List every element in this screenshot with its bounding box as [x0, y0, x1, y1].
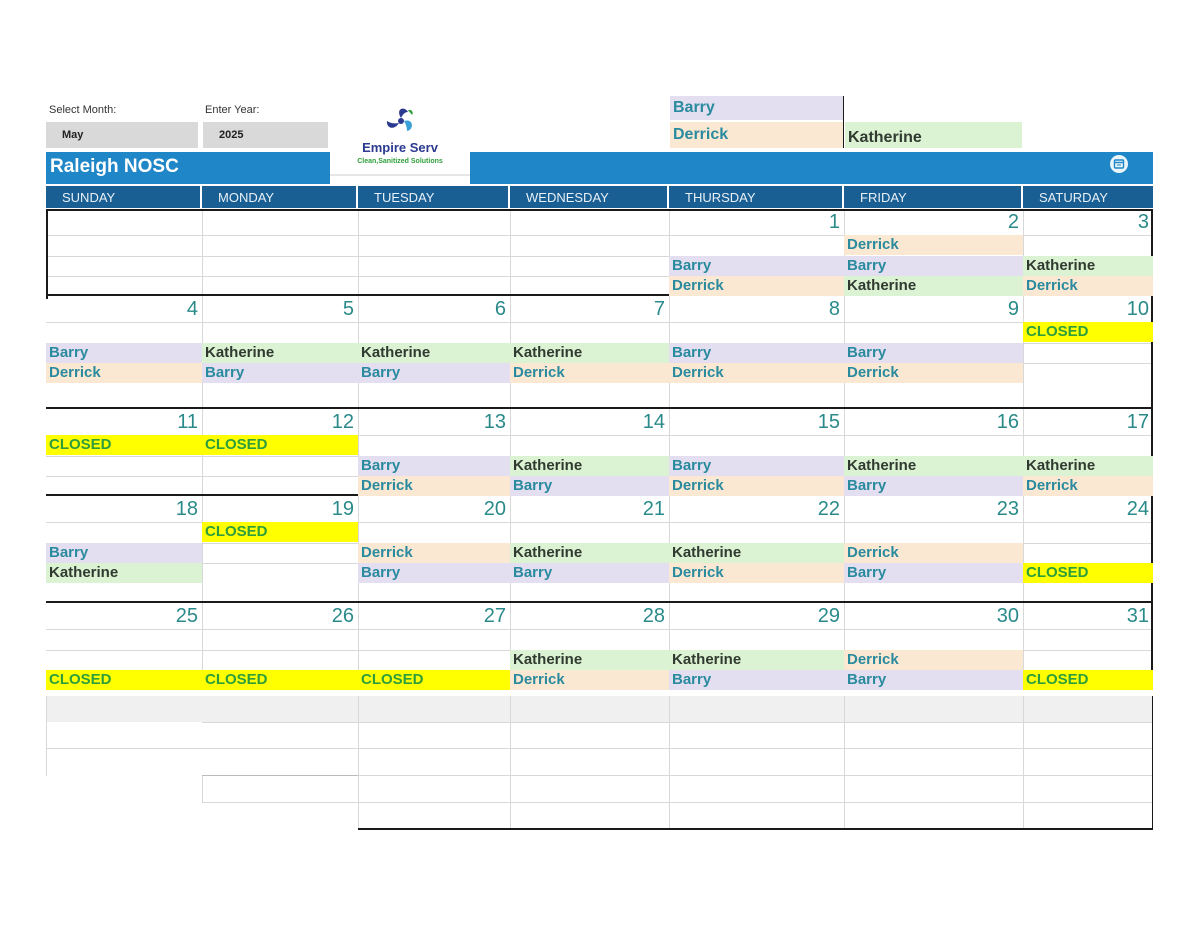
assignee-katherine: Katherine	[1023, 456, 1153, 476]
day-number: 6	[494, 298, 506, 320]
pinwheel-logo-icon	[381, 104, 421, 138]
assignee-barry: Barry	[358, 363, 510, 383]
grid-divider	[358, 696, 359, 829]
blank-band	[46, 696, 1153, 722]
day-number: 19	[331, 498, 354, 520]
day-number: 9	[1007, 298, 1019, 320]
grid-line	[202, 748, 1153, 749]
header-monday: MONDAY	[202, 186, 358, 208]
grid-border	[1152, 696, 1153, 830]
day-number: 30	[996, 605, 1019, 627]
assignee-derrick: Derrick	[358, 476, 510, 496]
assignee-katherine: Katherine	[844, 276, 1023, 296]
day-number: 16	[996, 411, 1019, 433]
grid-line	[202, 722, 1153, 723]
header-friday: FRIDAY	[844, 186, 1023, 208]
assignee-katherine: Katherine	[669, 543, 844, 563]
assignee-barry: Barry	[669, 343, 844, 363]
assignee-katherine: Katherine	[202, 343, 358, 363]
legend-katherine: Katherine	[845, 122, 1022, 148]
assignee-barry: Barry	[844, 256, 1023, 276]
assignee-barry: Barry	[844, 343, 1023, 363]
assignee-barry: Barry	[46, 543, 202, 563]
assignee-barry: Barry	[510, 476, 669, 496]
legend-barry: Barry	[670, 96, 843, 120]
assignee-katherine: Katherine	[669, 650, 844, 670]
day-number: 25	[175, 605, 198, 627]
day-number: 11	[177, 411, 198, 433]
grid-border	[202, 775, 358, 776]
calendar-title: Raleigh NOSC	[50, 156, 179, 177]
assignee-derrick: Derrick	[669, 476, 844, 496]
assignee-derrick: Derrick	[844, 235, 1023, 255]
grid-border	[358, 828, 1153, 830]
assignee-barry: Barry	[358, 456, 510, 476]
day-number: 10	[1126, 298, 1149, 320]
assignee-derrick: Derrick	[358, 543, 510, 563]
assignee-barry: Barry	[844, 563, 1023, 583]
assignee-derrick: Derrick	[510, 363, 669, 383]
closed-badge: CLOSED	[202, 670, 358, 690]
title-bar-right	[470, 152, 1153, 184]
day-number: 2	[1007, 211, 1019, 233]
grid-divider	[510, 696, 511, 829]
closed-badge: CLOSED	[1023, 322, 1153, 342]
day-number: 26	[331, 605, 354, 627]
header-tuesday: TUESDAY	[358, 186, 510, 208]
assignee-barry: Barry	[202, 363, 358, 383]
grid-divider	[202, 775, 203, 803]
closed-badge: CLOSED	[46, 670, 202, 690]
assignee-katherine: Katherine	[46, 563, 202, 583]
day-number: 14	[642, 411, 665, 433]
day-number: 12	[331, 411, 354, 433]
header-saturday: SATURDAY	[1023, 186, 1153, 208]
day-number: 15	[817, 411, 840, 433]
closed-badge: CLOSED	[358, 670, 510, 690]
assignee-barry: Barry	[844, 476, 1023, 496]
day-number: 28	[642, 605, 665, 627]
day-number: 5	[342, 298, 354, 320]
grid-line	[202, 802, 1153, 803]
day-number: 18	[175, 498, 198, 520]
month-label: Select Month:	[49, 104, 117, 116]
assignee-derrick: Derrick	[844, 543, 1023, 563]
grid-divider	[1023, 696, 1024, 829]
header-thursday: THURSDAY	[669, 186, 844, 208]
assignee-derrick: Derrick	[510, 670, 669, 690]
assignee-derrick: Derrick	[1023, 276, 1153, 296]
assignee-katherine: Katherine	[510, 456, 669, 476]
assignee-katherine: Katherine	[510, 343, 669, 363]
closed-badge: CLOSED	[202, 435, 358, 455]
day-number: 17	[1126, 411, 1149, 433]
grid-divider	[669, 696, 670, 829]
day-number: 24	[1126, 498, 1149, 520]
day-number: 4	[186, 298, 198, 320]
legend-divider	[843, 96, 844, 148]
assignee-derrick: Derrick	[1023, 476, 1153, 496]
year-label: Enter Year:	[205, 104, 260, 116]
grid-divider	[844, 696, 845, 829]
grid-divider	[46, 696, 47, 776]
closed-badge: CLOSED	[1023, 563, 1153, 583]
month-select[interactable]: May	[46, 122, 198, 148]
closed-badge: CLOSED	[202, 522, 358, 542]
grid-line	[46, 748, 202, 749]
assignee-katherine: Katherine	[844, 456, 1023, 476]
assignee-barry: Barry	[358, 563, 510, 583]
header-wednesday: WEDNESDAY	[510, 186, 669, 208]
day-number: 7	[653, 298, 665, 320]
assignee-derrick: Derrick	[46, 363, 202, 383]
legend-derrick: Derrick	[670, 122, 843, 148]
logo-tagline: Clean,Sanitized Solutions	[357, 158, 443, 165]
assignee-barry: Barry	[510, 563, 669, 583]
calendar-icon[interactable]	[1110, 155, 1128, 173]
day-number: 22	[817, 498, 840, 520]
assignee-derrick: Derrick	[669, 276, 844, 296]
assignee-derrick: Derrick	[844, 650, 1023, 670]
assignee-katherine: Katherine	[510, 543, 669, 563]
assignee-katherine: Katherine	[358, 343, 510, 363]
assignee-barry: Barry	[669, 256, 844, 276]
assignee-barry: Barry	[669, 456, 844, 476]
day-number: 27	[483, 605, 506, 627]
day-number: 3	[1137, 211, 1149, 233]
company-logo	[330, 98, 470, 176]
day-number: 8	[828, 298, 840, 320]
day-number: 20	[483, 498, 506, 520]
day-number: 13	[483, 411, 506, 433]
closed-badge: CLOSED	[1023, 670, 1153, 690]
grid-border	[46, 209, 48, 299]
assignee-barry: Barry	[46, 343, 202, 363]
day-number: 29	[817, 605, 840, 627]
day-number: 23	[996, 498, 1019, 520]
day-number: 31	[1126, 605, 1149, 627]
grid-line	[46, 322, 1153, 323]
assignee-barry: Barry	[844, 670, 1023, 690]
assignee-derrick: Derrick	[844, 363, 1023, 383]
grid-line	[46, 629, 1153, 630]
year-input[interactable]: 2025	[203, 122, 328, 148]
assignee-katherine: Katherine	[510, 650, 669, 670]
logo-name: Empire Serv	[362, 140, 438, 155]
day-number: 21	[642, 498, 665, 520]
closed-badge: CLOSED	[46, 435, 202, 455]
day-number: 1	[828, 211, 840, 233]
header-sunday: SUNDAY	[46, 186, 202, 208]
assignee-derrick: Derrick	[669, 363, 844, 383]
assignee-katherine: Katherine	[1023, 256, 1153, 276]
assignee-barry: Barry	[669, 670, 844, 690]
assignee-derrick: Derrick	[669, 563, 844, 583]
